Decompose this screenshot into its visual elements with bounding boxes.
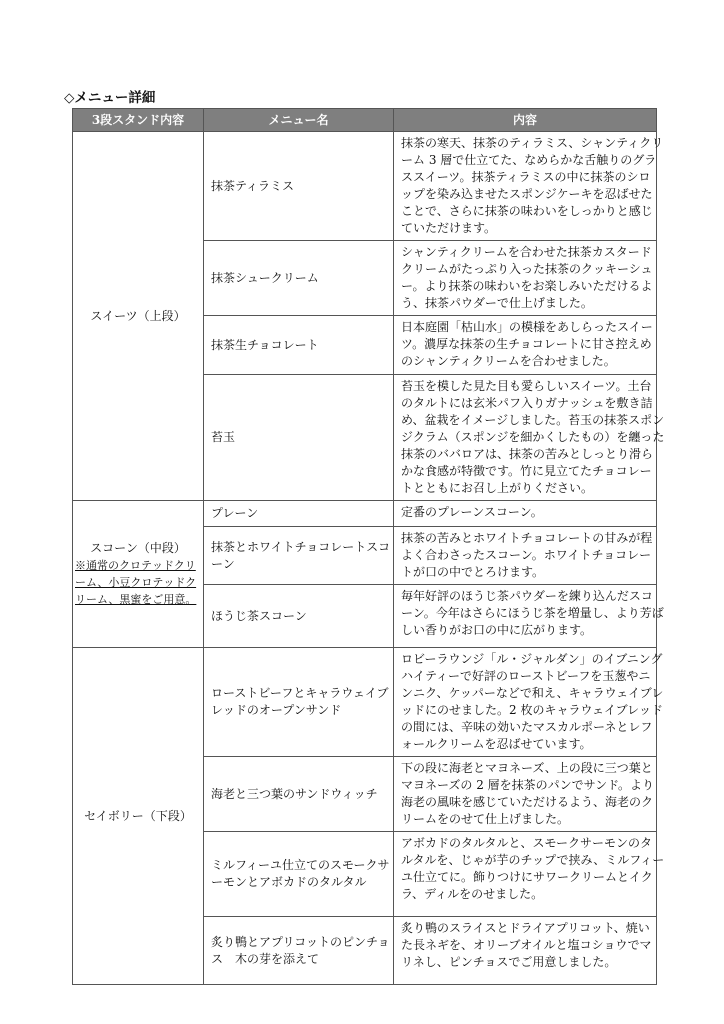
description-line: 抹茶のババロアは、抹茶の苦みとしっとり滑ら bbox=[401, 447, 654, 461]
description-cell bbox=[394, 917, 657, 985]
tier-category-label: セイボリー（下段） bbox=[84, 808, 192, 823]
description-line: 日本庭園「枯山水」の模様をあしらったスイー bbox=[401, 320, 653, 334]
menu-name-cell bbox=[204, 132, 394, 241]
description-line: クリームがたっぷり入った抹茶のクッキーシュ bbox=[401, 262, 653, 276]
description-line: のタルトには玄米パフ入りガナッシュを敷き詰 bbox=[401, 396, 653, 410]
menu-name-cell bbox=[204, 585, 394, 648]
description-line: ハイティーで好評のローストビーフを玉葱やニ bbox=[401, 669, 651, 683]
menu-name: 苔玉 bbox=[211, 430, 236, 444]
description-line: のシャンティクリームを合わせました。 bbox=[401, 354, 616, 368]
menu-name-cell bbox=[204, 527, 394, 585]
description-line: め、盆栽をイメージしました。苔玉の抹茶スポン bbox=[401, 413, 665, 427]
description-cell bbox=[394, 132, 664, 241]
description-line: ススイーツ。抹茶ティラミスの中に抹茶のシロ bbox=[401, 170, 651, 184]
description-cell bbox=[394, 757, 657, 832]
description-cell bbox=[394, 375, 665, 501]
description-line: ーン。今年はさらにほうじ茶を増量し、より芳ば bbox=[401, 606, 664, 620]
description-line: トが口の中でとろけます。 bbox=[401, 565, 545, 579]
description-line: マヨネーズの 2 層を抹茶のパンでサンド。より bbox=[401, 778, 654, 792]
description-cell bbox=[394, 648, 664, 757]
tier-category-cell bbox=[73, 648, 204, 985]
menu-name: ミルフィーユ仕立てのスモークサ bbox=[211, 858, 390, 872]
menu-name: ス 木の芽を添えて bbox=[211, 951, 320, 966]
description-line: ジクラム（スポンジを細かくしたもの）を纏った bbox=[401, 430, 665, 444]
menu-name-cell bbox=[204, 757, 394, 832]
description-line: アボカドのタルタルと、スモークサーモンのタ bbox=[401, 836, 653, 850]
menu-name: 抹茶ティラミス bbox=[211, 178, 295, 193]
menu-name: 海老と三つ葉のサンドウィッチ bbox=[211, 786, 378, 801]
description-line: ップを染み込ませたスポンジケーキを忍ばせた bbox=[401, 187, 653, 201]
description-line: う、抹茶パウダーで仕上げました。 bbox=[401, 296, 593, 310]
description-line: ーム 3 層で仕立てた、なめらかな舌触りのグラ bbox=[401, 153, 657, 167]
menu-name-cell bbox=[204, 648, 394, 757]
menu-name: 抹茶とホワイトチョコレートスコ bbox=[211, 539, 391, 554]
table-row bbox=[73, 501, 657, 527]
menu-name-cell bbox=[204, 241, 394, 316]
table-row bbox=[73, 648, 657, 757]
description-line: ていただけます。 bbox=[401, 221, 497, 235]
description-cell bbox=[394, 316, 657, 375]
description-cell bbox=[394, 501, 657, 527]
description-line: ことで、さらに抹茶の味わいをしっかりと感じ bbox=[401, 204, 653, 218]
description-line: ー。より抹茶の味わいをお楽しみいただけるよ bbox=[401, 279, 653, 293]
header-row bbox=[73, 109, 657, 132]
description-cell bbox=[394, 527, 657, 585]
menu-name: ーモンとアボカドのタルタル bbox=[211, 875, 367, 889]
tier-category-label: スイーツ（上段） bbox=[90, 308, 186, 323]
description-line: ッドにのせました。2 枚のキャラウェイブレッド bbox=[401, 703, 664, 717]
description-cell bbox=[394, 241, 657, 316]
description-line: ツ。濃厚な抹茶の生チョコレートに甘さ控えめ bbox=[401, 337, 652, 351]
tier-note: ーム、小豆クロテッドク bbox=[75, 576, 197, 589]
menu-name-cell bbox=[204, 832, 394, 917]
section-title: ◇メニュー詳細 bbox=[64, 90, 156, 106]
description-line: 抹茶の寒天、抹茶のティラミス、シャンティクリ bbox=[401, 136, 664, 150]
tier-note: ※通常のクロテッドクリ bbox=[75, 559, 196, 572]
description-line: かな食感が特徴です。竹に見立てたチョコレー bbox=[401, 464, 652, 478]
description-cell bbox=[394, 832, 665, 917]
menu-name: ーン bbox=[211, 556, 235, 571]
tier-category-label: スコーン（中段） bbox=[90, 541, 186, 555]
header-description: 内容 bbox=[394, 109, 657, 132]
menu-name: ローストビーフとキャラウェイブ bbox=[211, 686, 389, 700]
description-line: ユ仕立てに。飾りつけにサワークリームとイク bbox=[401, 870, 653, 884]
menu-name: ほうじ茶スコーン bbox=[211, 608, 307, 623]
tier-category-cell bbox=[73, 132, 204, 501]
description-line: 下の段に海老とマヨネーズ、上の段に三つ葉と bbox=[401, 761, 653, 775]
description-line: ルタルを、じゃが芋のチップで挟み、ミルフィー bbox=[401, 853, 665, 867]
description-line: しい香りがお口の中に広がります。 bbox=[401, 623, 593, 637]
description-line: 毎年好評のほうじ茶パウダーを練り込んだスコ bbox=[401, 589, 653, 603]
description-line: 炙り鴨のスライスとドライアプリコット、焼い bbox=[401, 921, 650, 935]
description-line: ロビーラウンジ「ル・ジャルダン」のイブニング bbox=[401, 652, 663, 666]
header-tier: 3段スタンド内容 bbox=[73, 109, 204, 132]
description-line: リネし、ピンチョスでご用意しました。 bbox=[401, 955, 617, 969]
header-menu-name: メニュー名 bbox=[204, 109, 394, 132]
description-line: ラ、ディルをのせました。 bbox=[401, 887, 544, 901]
description-cell bbox=[394, 585, 664, 648]
table-row bbox=[73, 132, 657, 241]
menu-name: 抹茶生チョコレート bbox=[211, 337, 319, 352]
menu-name-cell bbox=[204, 501, 394, 527]
menu-name: プレーン bbox=[211, 506, 259, 520]
menu-name: 炙り鴨とアプリコットのピンチョ bbox=[211, 934, 390, 949]
description-line: ォールクリームを忍ばせています。 bbox=[401, 737, 592, 751]
tier-category-cell bbox=[73, 501, 204, 648]
menu-name: 抹茶シュークリーム bbox=[211, 270, 319, 285]
menu-name-cell bbox=[204, 917, 394, 985]
description-line: た長ネギを、オリーブオイルと塩コショウでマ bbox=[401, 938, 652, 952]
description-line: トとともにお召し上がりください。 bbox=[401, 481, 594, 495]
description-line: の間には、辛味の効いたマスカルポーネとレフ bbox=[401, 720, 653, 734]
description-line: 海老の風味を感じていただけるよう、海老のク bbox=[401, 795, 654, 809]
menu-name: レッドのオープンサンド bbox=[211, 703, 342, 717]
description-line: 苔玉を模した見た目も愛らしいスイーツ。土台 bbox=[401, 379, 652, 393]
description-line: ンニク、ケッパーなどで和え、キャラウェイブレ bbox=[401, 686, 664, 700]
description-line: シャンティクリームを合わせた抹茶カスタード bbox=[401, 245, 652, 259]
description-line: 定番のプレーンスコーン。 bbox=[401, 505, 543, 519]
menu-name-cell bbox=[204, 316, 394, 375]
tier-note: リーム、黒蜜をご用意。 bbox=[75, 593, 197, 606]
description-line: よく合わさったスコーン。ホワイトチョコレー bbox=[401, 548, 652, 562]
description-line: 抹茶の苦みとホワイトチョコレートの甘みが程 bbox=[401, 531, 653, 545]
description-line: リームをのせて仕上げました。 bbox=[401, 812, 570, 826]
menu-table bbox=[72, 108, 665, 985]
menu-name-cell bbox=[204, 375, 394, 501]
